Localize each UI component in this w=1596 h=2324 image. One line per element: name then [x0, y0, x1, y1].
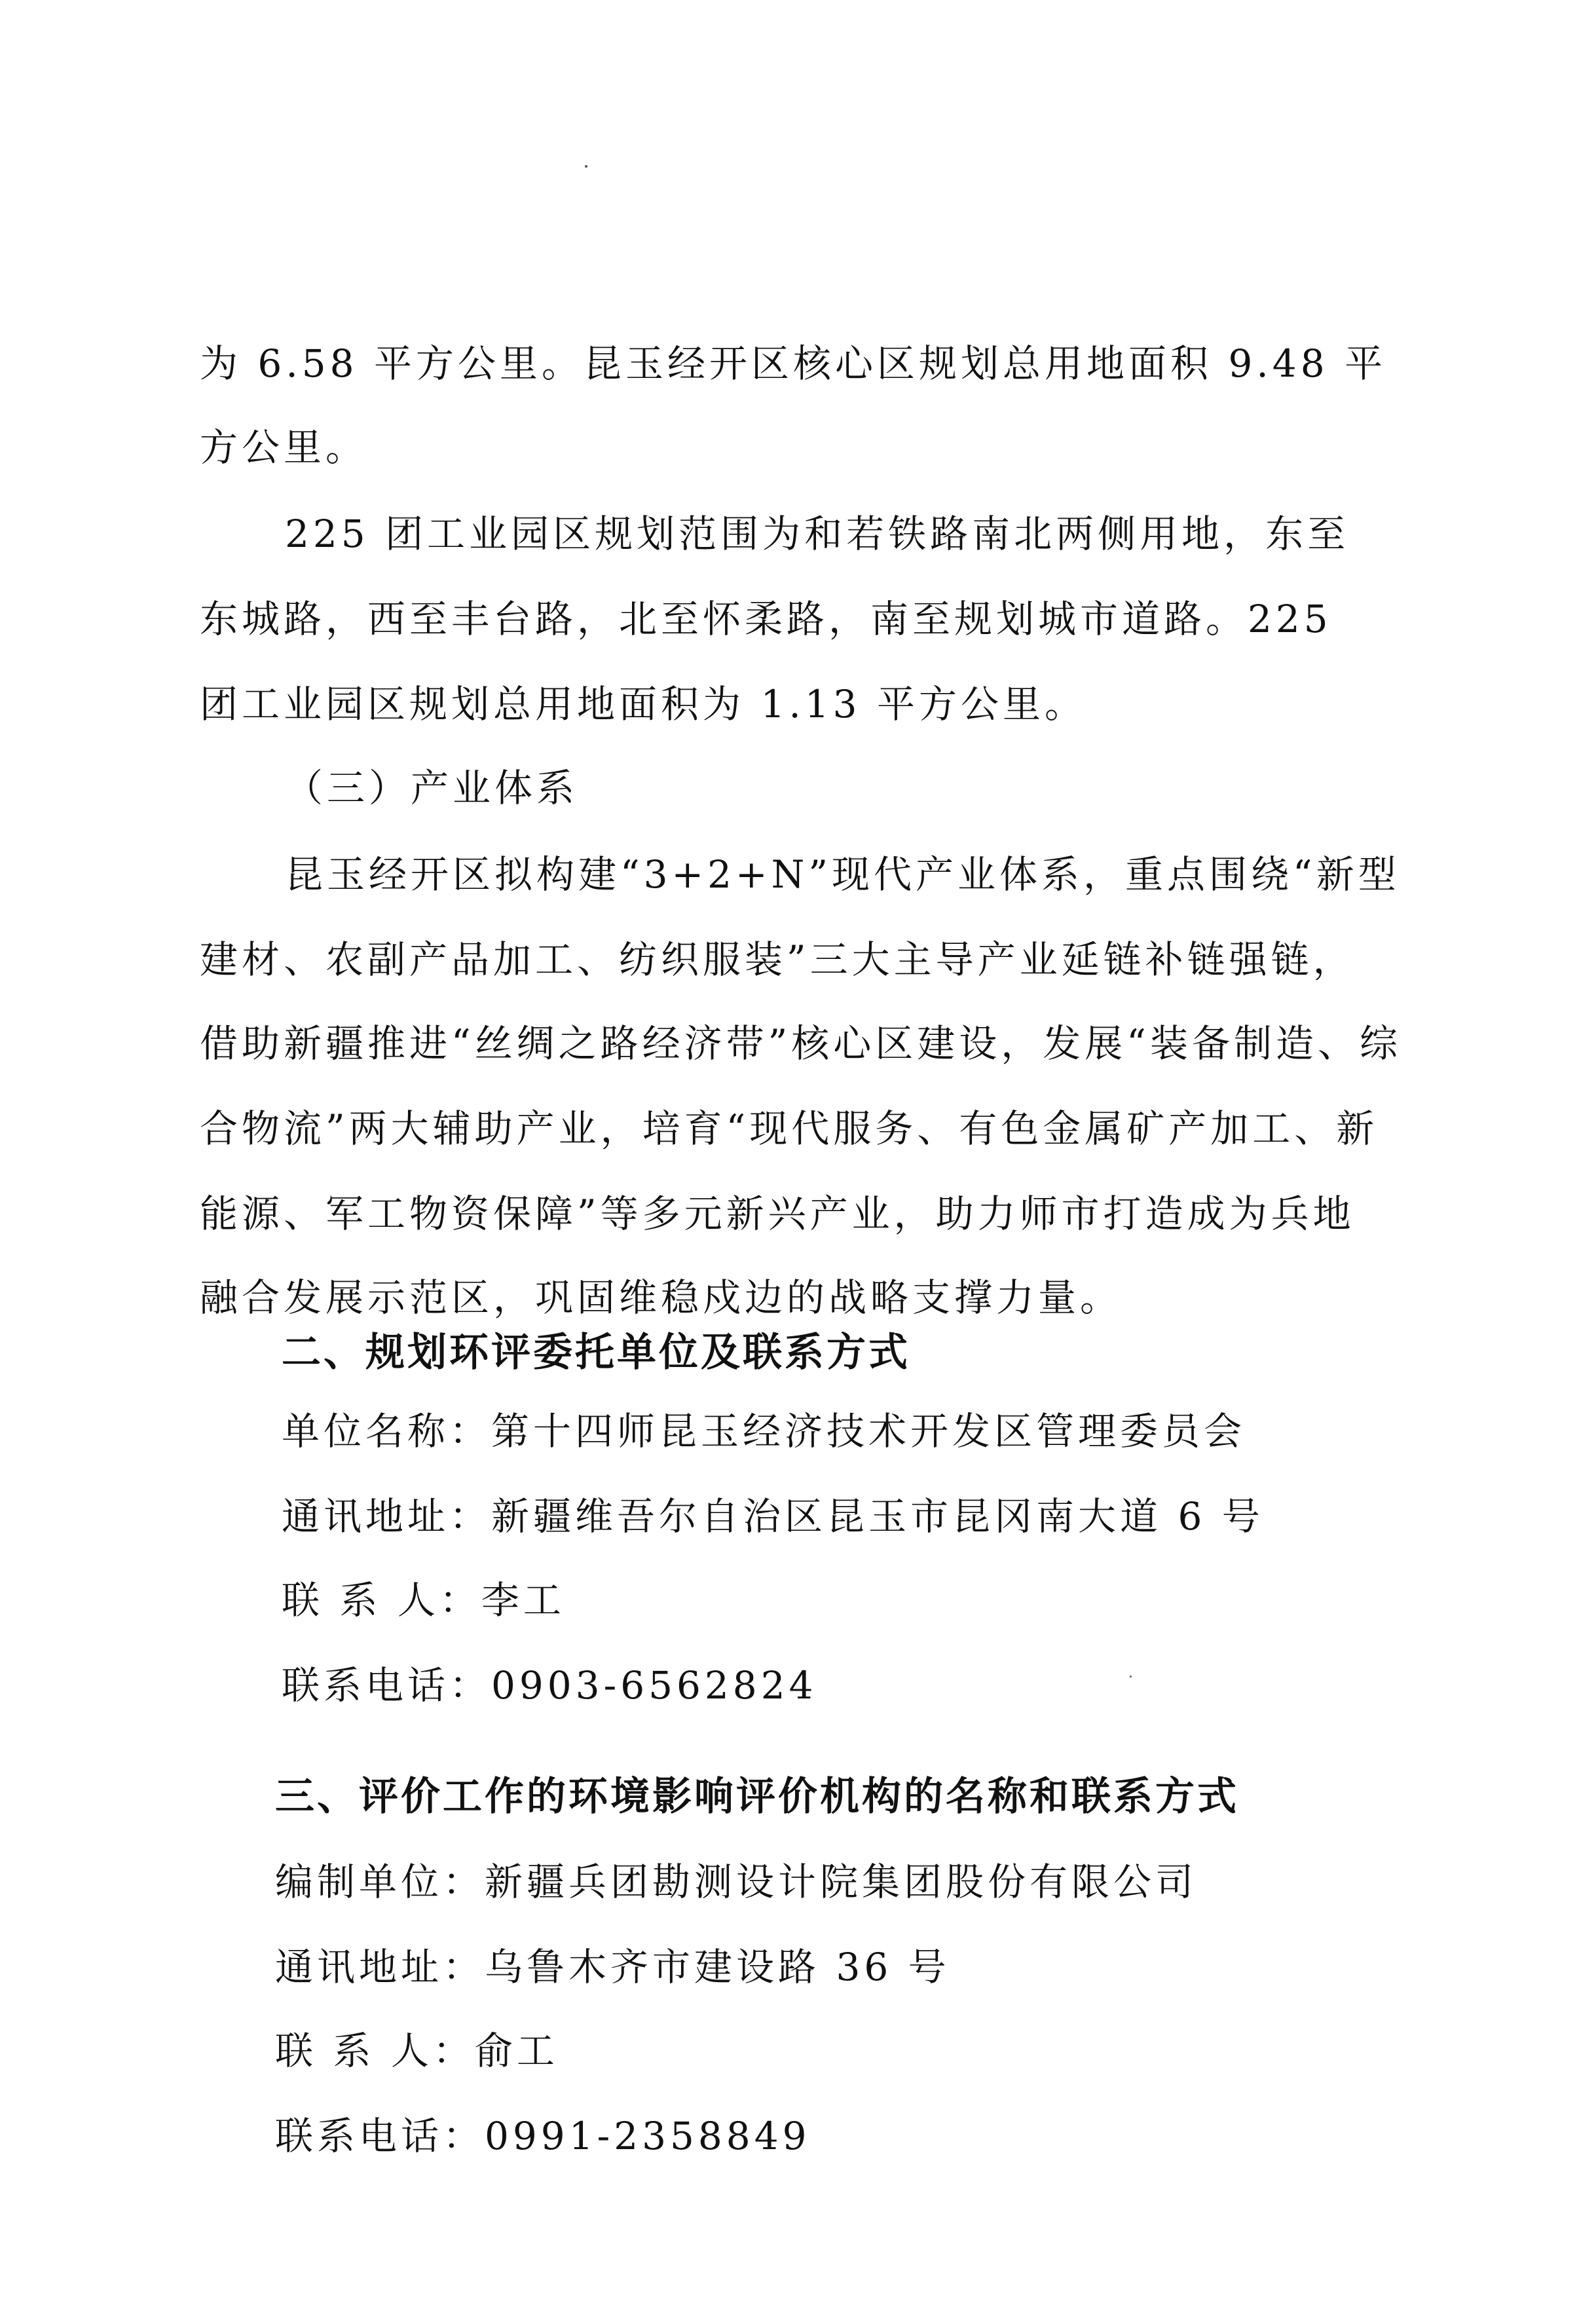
paragraph-line: 建材、农副产品加工、纺织服装”三大主导产业延链补链强链， [200, 937, 1355, 982]
phone-number: 联系电话：0991-2358849 [275, 2114, 811, 2158]
paragraph-line: 能源、军工物资保障”等多元新兴产业，助力师市打造成为兵地 [200, 1191, 1355, 1236]
unit-name: 编制单位：新疆兵团勘测设计院集团股份有限公司 [275, 1860, 1198, 1904]
paragraph-line: 团工业园区规划总用地面积为 1.13 平方公里。 [200, 682, 1087, 726]
address: 通讯地址：乌鲁木齐市建设路 36 号 [275, 1945, 950, 1989]
paragraph-line: 方公里。 [200, 425, 368, 470]
section-heading: 二、规划环评委托单位及联系方式 [282, 1330, 910, 1376]
address: 通讯地址：新疆维吾尔自治区昆玉市昆冈南大道 6 号 [282, 1494, 1264, 1539]
subsection-heading: （三）产业体系 [285, 766, 579, 810]
scan-speck [585, 165, 587, 168]
section-heading: 三、评价工作的环境影响评价机构的名称和联系方式 [275, 1774, 1239, 1820]
phone-number: 联系电话：0903-6562824 [282, 1663, 817, 1708]
paragraph-line: 为 6.58 平方公里。昆玉经开区核心区规划总用地面积 9.48 平 [200, 341, 1387, 386]
paragraph-line: 昆玉经开区拟构建“3+2+N”现代产业体系，重点围绕“新型 [285, 852, 1400, 897]
contact-person: 联 系 人：俞工 [275, 2029, 559, 2073]
contact-person: 联 系 人：李工 [282, 1578, 565, 1622]
paragraph-line: 225 团工业园区规划范围为和若铁路南北两侧用地，东至 [285, 512, 1350, 556]
scan-speck [1130, 1676, 1132, 1677]
paragraph-line: 合物流”两大辅助产业，培育“现代服务、有色金属矿产加工、新 [200, 1106, 1379, 1151]
unit-name: 单位名称：第十四师昆玉经济技术开发区管理委员会 [282, 1409, 1246, 1453]
paragraph-line: 东城路，西至丰台路，北至怀柔路，南至规划城市道路。225 [200, 597, 1332, 641]
paragraph-line: 融合发展示范区，巩固维稳戍边的战略支撑力量。 [200, 1275, 1123, 1320]
paragraph-line: 借助新疆推进“丝绸之路经济带”核心区建设，发展“装备制造、综 [200, 1021, 1401, 1066]
